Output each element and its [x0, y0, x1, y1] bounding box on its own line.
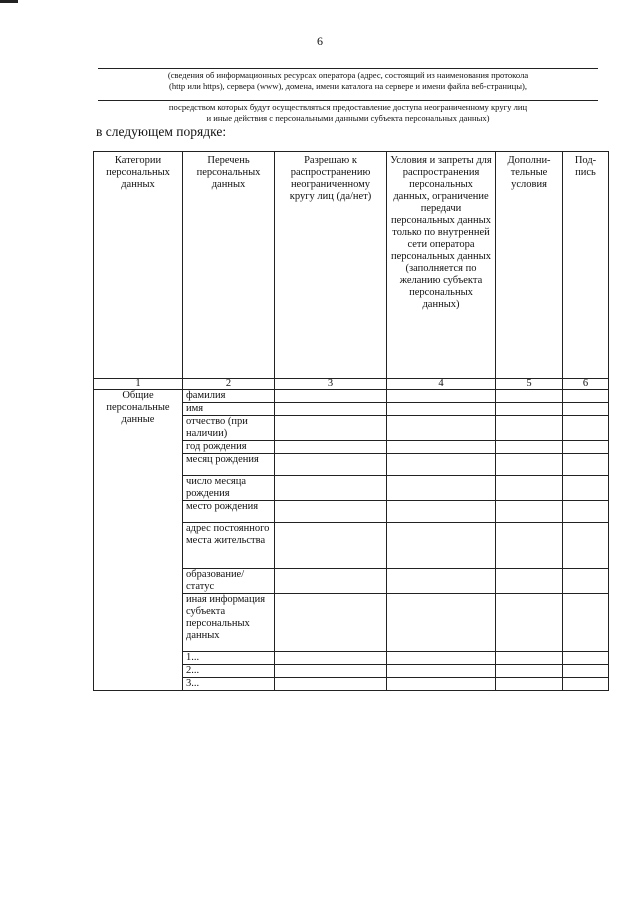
signature-cell[interactable]	[563, 678, 609, 691]
column-number-row	[94, 379, 609, 390]
data-item: 3...	[183, 678, 275, 691]
conditions-cell[interactable]	[387, 454, 496, 476]
personal-data-table	[93, 151, 609, 691]
header-signature: Под-пись	[563, 152, 609, 379]
caption-resources	[98, 70, 598, 92]
scan-corner-mark	[0, 0, 18, 3]
data-item: образование/ статус	[183, 569, 275, 594]
signature-cell[interactable]	[563, 390, 609, 403]
additional-cell[interactable]	[496, 523, 563, 569]
data-item: год рождения	[183, 441, 275, 454]
permission-cell[interactable]	[275, 441, 387, 454]
additional-cell[interactable]	[496, 501, 563, 523]
signature-cell[interactable]	[563, 523, 609, 569]
column-number: 3	[275, 379, 387, 390]
table-row	[94, 390, 609, 403]
additional-cell[interactable]	[496, 476, 563, 501]
additional-cell[interactable]	[496, 416, 563, 441]
additional-cell[interactable]	[496, 454, 563, 476]
data-item: 2...	[183, 665, 275, 678]
signature-cell[interactable]	[563, 665, 609, 678]
data-item: фамилия	[183, 390, 275, 403]
permission-cell[interactable]	[275, 476, 387, 501]
conditions-cell[interactable]	[387, 665, 496, 678]
additional-cell[interactable]	[496, 594, 563, 652]
conditions-cell[interactable]	[387, 501, 496, 523]
permission-cell[interactable]	[275, 594, 387, 652]
category-cell: Общие персональные данные	[94, 390, 183, 691]
additional-cell[interactable]	[496, 441, 563, 454]
column-number: 1	[94, 379, 183, 390]
caption-line: посредством которых будут осуществляться предоставление доступа неограниченному кругу лиц	[168, 102, 528, 112]
conditions-cell[interactable]	[387, 476, 496, 501]
permission-cell[interactable]	[275, 665, 387, 678]
signature-cell[interactable]	[563, 476, 609, 501]
data-item: 1...	[183, 652, 275, 665]
header-additional: Дополни-тельные условия	[496, 152, 563, 379]
data-item: адрес постоянного места жительства	[183, 523, 275, 569]
page-number: 6	[317, 34, 323, 48]
permission-cell[interactable]	[275, 678, 387, 691]
data-item: отчество (при наличии)	[183, 416, 275, 441]
conditions-cell[interactable]	[387, 523, 496, 569]
additional-cell[interactable]	[496, 652, 563, 665]
signature-cell[interactable]	[563, 569, 609, 594]
data-item: число месяца рождения	[183, 476, 275, 501]
header-permission: Разрешаю к распространению неограниченному кругу лиц (да/нет)	[275, 152, 387, 379]
column-number: 6	[563, 379, 609, 390]
conditions-cell[interactable]	[387, 652, 496, 665]
conditions-cell[interactable]	[387, 390, 496, 403]
permission-cell[interactable]	[275, 569, 387, 594]
column-number: 2	[183, 379, 275, 390]
conditions-cell[interactable]	[387, 594, 496, 652]
conditions-cell[interactable]	[387, 403, 496, 416]
signature-cell[interactable]	[563, 594, 609, 652]
fill-in-line-resources	[98, 68, 598, 69]
caption-actions	[98, 102, 598, 124]
data-item: место рождения	[183, 501, 275, 523]
additional-cell[interactable]	[496, 390, 563, 403]
signature-cell[interactable]	[563, 441, 609, 454]
data-item: месяц рождения	[183, 454, 275, 476]
signature-cell[interactable]	[563, 652, 609, 665]
signature-cell[interactable]	[563, 403, 609, 416]
additional-cell[interactable]	[496, 403, 563, 416]
order-text: в следующем порядке:	[96, 124, 227, 139]
conditions-cell[interactable]	[387, 416, 496, 441]
data-item: иная информация субъекта персональных данных	[183, 594, 275, 652]
conditions-cell[interactable]	[387, 569, 496, 594]
data-item: имя	[183, 403, 275, 416]
conditions-cell[interactable]	[387, 441, 496, 454]
permission-cell[interactable]	[275, 652, 387, 665]
header-categories: Категории персональных данных	[94, 152, 183, 379]
column-number: 4	[387, 379, 496, 390]
permission-cell[interactable]	[275, 454, 387, 476]
caption-line: и иные действия с персональными данными субъекта персональных данных)	[206, 113, 490, 123]
column-number: 5	[496, 379, 563, 390]
caption-line: (http или https), сервера (www), домена, имени каталога на сервере и имени файла веб-страницы),	[168, 81, 528, 91]
caption-line: (сведения об информационных ресурсах оператора (адрес, состоящий из наименования протокола	[167, 70, 529, 80]
permission-cell[interactable]	[275, 523, 387, 569]
additional-cell[interactable]	[496, 569, 563, 594]
permission-cell[interactable]	[275, 501, 387, 523]
permission-cell[interactable]	[275, 390, 387, 403]
header-list: Перечень персональных данных	[183, 152, 275, 379]
additional-cell[interactable]	[496, 665, 563, 678]
fill-in-line-actions	[98, 100, 598, 101]
additional-cell[interactable]	[496, 678, 563, 691]
table-header-row	[94, 152, 609, 379]
header-conditions: Условия и запреты для распространения персональных данных, ограничение передачи персональных данных только по внутренней сети оператора персональных данных (заполняется по желанию субъекта персональных данных)	[387, 152, 496, 379]
permission-cell[interactable]	[275, 416, 387, 441]
conditions-cell[interactable]	[387, 678, 496, 691]
signature-cell[interactable]	[563, 454, 609, 476]
signature-cell[interactable]	[563, 501, 609, 523]
permission-cell[interactable]	[275, 403, 387, 416]
signature-cell[interactable]	[563, 416, 609, 441]
